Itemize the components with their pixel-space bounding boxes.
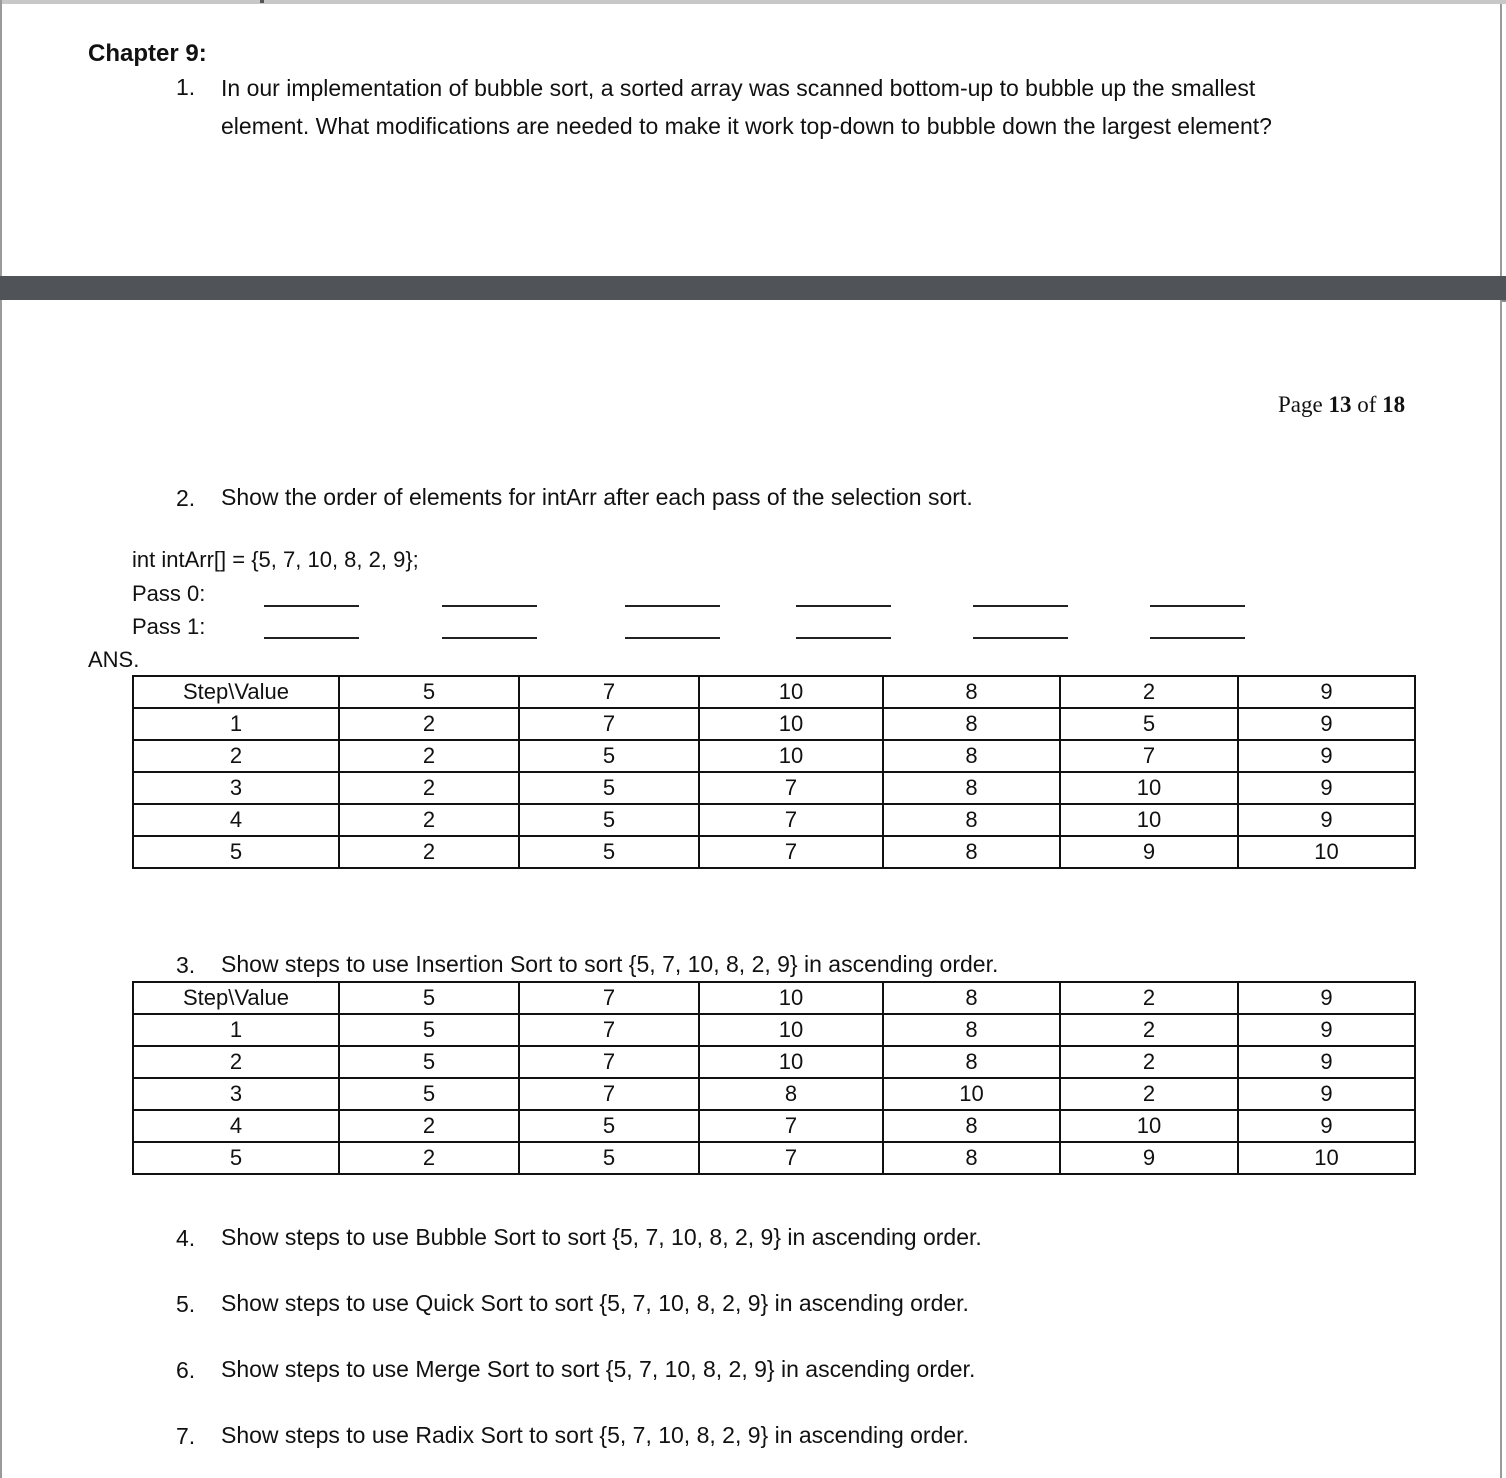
table-cell: 2 — [339, 708, 519, 740]
insertion-sort-table — [132, 981, 1416, 1175]
page-number-total: 18 — [1382, 392, 1406, 417]
table-cell: 10 — [1060, 804, 1238, 836]
table-cell: 9 — [1238, 772, 1415, 804]
question-3-number: 3. — [176, 952, 196, 978]
table-cell: 8 — [883, 740, 1060, 772]
answer-blank — [973, 605, 1068, 607]
table-cell: 10 — [1060, 772, 1238, 804]
question-4-text: Show steps to use Bubble Sort to sort {5, 7, 10, 8, 2, 9} in ascending order. — [221, 1224, 982, 1250]
table-row — [133, 836, 1415, 868]
answer-blank — [1150, 637, 1245, 639]
table-cell: 5 — [519, 740, 699, 772]
question-7-text: Show steps to use Radix Sort to sort {5, 7, 10, 8, 2, 9} in ascending order. — [221, 1422, 969, 1448]
question-1-line-1: In our implementation of bubble sort, a sorted array was scanned bottom-up to bubble up the smallest — [221, 75, 1256, 101]
table-row — [133, 772, 1415, 804]
table-cell: 10 — [699, 708, 883, 740]
table-cell: 7 — [519, 1046, 699, 1078]
page-number-of: of — [1357, 392, 1377, 417]
answer-blank — [442, 637, 537, 639]
answer-label: ANS. — [88, 647, 140, 672]
table-cell: 2 — [339, 1142, 519, 1174]
table-header-row — [133, 676, 1415, 708]
code-line: int intArr[] = {5, 7, 10, 8, 2, 9}; — [132, 547, 419, 572]
table-cell: 5 — [339, 1078, 519, 1110]
page-number-prefix: Page — [1278, 392, 1323, 417]
table-cell: 2 — [1060, 1078, 1238, 1110]
question-4-number: 4. — [176, 1225, 196, 1251]
table-cell: 9 — [1238, 708, 1415, 740]
page-separator — [0, 276, 1506, 302]
header-cell: 10 — [699, 982, 883, 1014]
table-cell: 9 — [1238, 1014, 1415, 1046]
table-cell: 7 — [519, 1078, 699, 1110]
table-cell: 9 — [1238, 1046, 1415, 1078]
question-1-number: 1. — [176, 74, 196, 100]
table-cell: 1 — [133, 1014, 339, 1046]
table-cell: 10 — [699, 1014, 883, 1046]
table-cell: 5 — [519, 1110, 699, 1142]
header-cell: Step\Value — [133, 982, 339, 1014]
answer-blank — [796, 605, 891, 607]
table-row — [133, 1046, 1415, 1078]
table-cell: 5 — [519, 804, 699, 836]
question-5-number: 5. — [176, 1291, 196, 1317]
table-header-row — [133, 982, 1415, 1014]
question-3-text: Show steps to use Insertion Sort to sort {5, 7, 10, 8, 2, 9} in ascending order. — [221, 951, 999, 977]
question-1-line-2: element. What modifications are needed to make it work top-down to bubble down the largest element? — [221, 113, 1272, 139]
question-2-number: 2. — [176, 485, 196, 511]
table-cell: 2 — [133, 740, 339, 772]
header-cell: 9 — [1238, 982, 1415, 1014]
table-cell: 1 — [133, 708, 339, 740]
table-cell: 8 — [883, 1142, 1060, 1174]
table-cell: 3 — [133, 1078, 339, 1110]
table-cell: 9 — [1238, 804, 1415, 836]
table-cell: 2 — [339, 740, 519, 772]
answer-blank — [625, 637, 720, 639]
table-cell: 10 — [1060, 1110, 1238, 1142]
header-cell: 2 — [1060, 982, 1238, 1014]
table-cell: 7 — [699, 1110, 883, 1142]
table-cell: 7 — [699, 1142, 883, 1174]
table-cell: 8 — [883, 708, 1060, 740]
table-cell: 5 — [519, 836, 699, 868]
header-cell: 8 — [883, 982, 1060, 1014]
table-cell: 2 — [1060, 1046, 1238, 1078]
table-cell: 2 — [339, 836, 519, 868]
answer-blank — [796, 637, 891, 639]
table-cell: 9 — [1238, 1110, 1415, 1142]
answer-blank — [625, 605, 720, 607]
table-cell: 4 — [133, 1110, 339, 1142]
table-cell: 9 — [1238, 740, 1415, 772]
table-cell: 8 — [883, 1110, 1060, 1142]
header-cell: 10 — [699, 676, 883, 708]
header-cell: 5 — [339, 676, 519, 708]
table-cell: 9 — [1060, 836, 1238, 868]
answer-blank — [1150, 605, 1245, 607]
table-cell: 2 — [339, 772, 519, 804]
table-row — [133, 1142, 1415, 1174]
question-5-text: Show steps to use Quick Sort to sort {5, 7, 10, 8, 2, 9} in ascending order. — [221, 1290, 969, 1316]
table-cell: 8 — [883, 804, 1060, 836]
page-edge-mark — [260, 0, 264, 3]
table-cell: 5 — [133, 836, 339, 868]
header-cell: 8 — [883, 676, 1060, 708]
table-cell: 2 — [339, 1110, 519, 1142]
table-cell: 7 — [1060, 740, 1238, 772]
table-cell: 2 — [1060, 1014, 1238, 1046]
answer-blank — [264, 605, 359, 607]
question-7-number: 7. — [176, 1423, 196, 1449]
answer-blank — [442, 605, 537, 607]
header-cell: 9 — [1238, 676, 1415, 708]
table-row — [133, 1078, 1415, 1110]
table-row — [133, 804, 1415, 836]
header-cell: 7 — [519, 676, 699, 708]
question-6-number: 6. — [176, 1357, 196, 1383]
header-cell: Step\Value — [133, 676, 339, 708]
chapter-title: Chapter 9: — [88, 40, 207, 67]
question-2-text: Show the order of elements for intArr after each pass of the selection sort. — [221, 484, 973, 510]
table-cell: 9 — [1238, 1078, 1415, 1110]
question-6-text: Show steps to use Merge Sort to sort {5, 7, 10, 8, 2, 9} in ascending order. — [221, 1356, 976, 1382]
table-cell: 5 — [1060, 708, 1238, 740]
table-row — [133, 708, 1415, 740]
table-cell: 3 — [133, 772, 339, 804]
table-cell: 10 — [1238, 836, 1415, 868]
pass-1-label: Pass 1: — [132, 614, 206, 639]
table-cell: 10 — [699, 740, 883, 772]
table-cell: 8 — [883, 836, 1060, 868]
selection-sort-table — [132, 675, 1416, 869]
page-number — [1278, 392, 1405, 418]
table-cell: 7 — [519, 1014, 699, 1046]
table-cell: 8 — [883, 1014, 1060, 1046]
header-cell: 7 — [519, 982, 699, 1014]
page-number-current: 13 — [1328, 392, 1352, 417]
table-cell: 9 — [1060, 1142, 1238, 1174]
table-cell: 10 — [1238, 1142, 1415, 1174]
table-cell: 5 — [339, 1014, 519, 1046]
table-cell: 2 — [339, 804, 519, 836]
table-cell: 7 — [699, 836, 883, 868]
table-cell: 8 — [883, 772, 1060, 804]
table-cell: 7 — [699, 772, 883, 804]
table-cell: 5 — [519, 1142, 699, 1174]
table-row — [133, 1110, 1415, 1142]
header-cell: 2 — [1060, 676, 1238, 708]
table-row — [133, 1014, 1415, 1046]
table-cell: 7 — [699, 804, 883, 836]
header-cell: 5 — [339, 982, 519, 1014]
table-cell: 5 — [133, 1142, 339, 1174]
answer-blank — [973, 637, 1068, 639]
table-cell: 10 — [699, 1046, 883, 1078]
table-cell: 5 — [339, 1046, 519, 1078]
page-edge — [2, 0, 1506, 4]
table-cell: 10 — [883, 1078, 1060, 1110]
table-cell: 7 — [519, 708, 699, 740]
table-cell: 8 — [883, 1046, 1060, 1078]
table-cell: 8 — [699, 1078, 883, 1110]
answer-blank — [264, 637, 359, 639]
table-row — [133, 740, 1415, 772]
pass-0-label: Pass 0: — [132, 581, 206, 606]
table-cell: 5 — [519, 772, 699, 804]
table-cell: 2 — [133, 1046, 339, 1078]
table-cell: 4 — [133, 804, 339, 836]
